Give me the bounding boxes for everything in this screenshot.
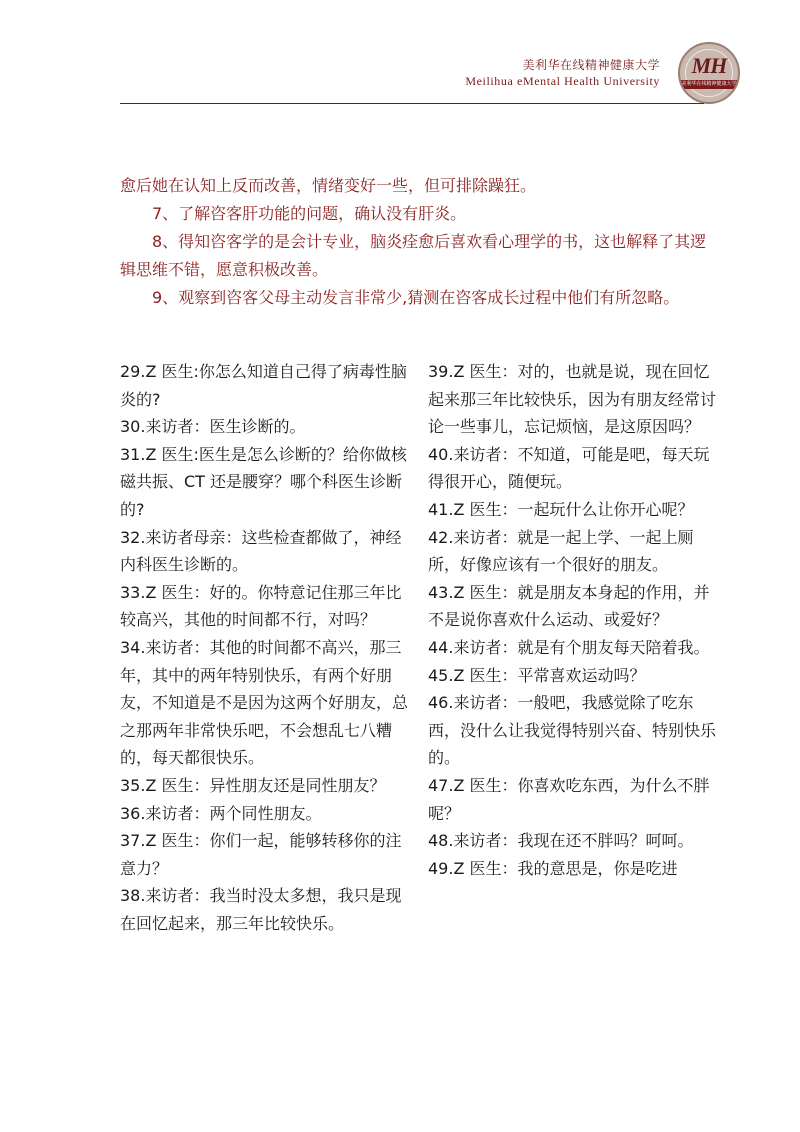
dialogue-line: 35.Z 医生：异性朋友还是同性朋友？ [120, 775, 386, 795]
dialogue-line: 45.Z 医生：平常喜欢运动吗？ [428, 665, 646, 685]
dialogue-line: 39.Z 医生：对的，也就是说，现在回忆起来那三年比较快乐，因为有朋友经常讨论一些事儿，忘记烦恼，是这原因吗？ [428, 362, 717, 437]
dialogue-line: 31.Z 医生:医生是怎么诊断的？给你做核磁共振、CT 还是腰穿？哪个科医生诊断的? [120, 444, 407, 519]
dialogue-line: 34.来访者：其他的时间都不高兴，那三年，其中的两年特别快乐，有两个好朋友，不知道是不是因为这两个好朋友，总之那两年非常快乐吧，不会想乱七八糟的，每天都很快乐。 [120, 637, 409, 768]
university-logo [678, 42, 740, 104]
dialogue-line: 36.来访者：两个同性朋友。 [120, 803, 322, 823]
dialogue-line: 49.Z 医生：我的意思是，你是吃进 [428, 858, 678, 878]
dialogue-line: 33.Z 医生：好的。你特意记住那三年比较高兴，其他的时间都不行，对吗？ [120, 582, 402, 630]
header-title-cn: 美利华在线精神健康大学 [522, 58, 660, 72]
dialogue-line: 44.来访者：就是有个朋友每天陪着我。 [428, 637, 710, 657]
dialogue-line: 47.Z 医生：你喜欢吃东西，为什么不胖呢？ [428, 775, 710, 823]
dialogue-line: 32.来访者母亲：这些检查都做了，神经内科医生诊断的。 [120, 527, 402, 575]
header-title-en: Meilihua eMental Health University [465, 74, 660, 88]
header-divider [120, 103, 704, 104]
notes-section [120, 172, 710, 312]
dialogue-line: 41.Z 医生：一起玩什么让你开心呢？ [428, 499, 694, 519]
note-paragraph: 8、得知咨客学的是会计专业，脑炎痊愈后喜欢看心理学的书，这也解释了其逻辑思维不错，愿意积极改善。 [120, 232, 707, 279]
dialogue-line: 43.Z 医生：就是朋友本身起的作用，并不是说你喜欢什么运动、或爱好？ [428, 582, 710, 630]
note-paragraph: 9、观察到咨客父母主动发言非常少,猜测在咨客成长过程中他们有所忽略。 [152, 288, 680, 307]
dialogue-line: 48.来访者：我现在还不胖吗？呵呵。 [428, 831, 694, 851]
dialogue-line: 42.来访者：就是一起上学、一起上厕所，好像应该有一个很好的朋友。 [428, 527, 694, 575]
dialogue-line: 46.来访者：一般吧，我感觉除了吃东西，没什么让我觉得特别兴奋、特别快乐的。 [428, 693, 717, 768]
dialogue-line: 29.Z 医生:你怎么知道自己得了病毒性脑炎的? [120, 362, 407, 409]
dialogue-line: 30.来访者：医生诊断的。 [120, 417, 306, 437]
logo-monogram: MH [691, 53, 727, 78]
dialogue-line: 40.来访者：不知道，可能是吧，每天玩得很开心，随便玩。 [428, 444, 710, 492]
dialogue-column-right [428, 358, 718, 882]
dialogue-column-left [120, 358, 416, 937]
logo-band: 美利华在线精神健康大学 [681, 81, 737, 87]
dialogue-line: 38.来访者：我当时没太多想，我只是现在回忆起来，那三年比较快乐。 [120, 886, 402, 933]
note-paragraph: 7、了解咨客肝功能的问题，确认没有肝炎。 [152, 204, 467, 223]
note-paragraph: 愈后她在认知上反而改善，情绪变好一些，但可排除躁狂。 [120, 176, 537, 195]
dialogue-line: 37.Z 医生：你们一起，能够转移你的注意力？ [120, 831, 402, 878]
